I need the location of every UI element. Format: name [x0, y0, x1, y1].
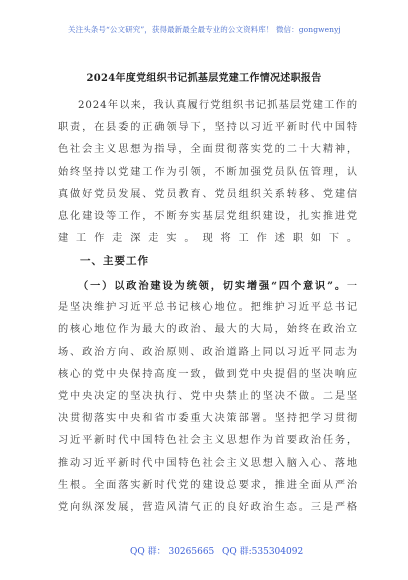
intro-line: 真做好党员发展、党员教育、党员组织关系转移、党建信	[58, 188, 358, 200]
intro-line: 色社会主义思想为指导，全面贯彻落实党的二十大精神，	[58, 144, 358, 156]
body-line: 生根。全面落实新时代党的建设总要求，推进全面从严治	[58, 479, 358, 491]
intro-paragraph	[58, 95, 358, 250]
intro-line: 职责，在县委的正确领导下，坚持以习近平新时代中国特	[58, 122, 358, 134]
document-title: 2024年度党组织书记抓基层党建工作情况述职报告	[86, 73, 322, 84]
intro-line: 始终坚持以党建工作为引领，不断加强党员队伍管理，认	[58, 166, 358, 178]
body-line: 是坚决维护习近平总书记核心地位。把维护习近平总书记	[58, 302, 358, 314]
body-line: 决贯彻落实中央和省市委重大决策部署。坚持把学习贯彻	[58, 413, 358, 425]
body-line: 党中央决定的坚决执行、党中央禁止的坚决不做。二是坚	[58, 390, 358, 402]
section-paragraph	[58, 275, 358, 519]
body-line: 推动习近平新时代中国特色社会主义思想入脑入心、落地	[58, 457, 358, 469]
promo-banner: 关注头条号“公文研究”，获得最新最全最专业的公文资料库！ 微信：gongwenyj	[68, 25, 341, 34]
subsection-heading: （一）以政治建设为统领，切实增强“四个意识”。	[78, 280, 347, 292]
qq-group-1: QQ 群： 30265665	[130, 547, 215, 557]
section-heading: 一、主要工作	[80, 255, 149, 267]
intro-line: 2024年以来，我认真履行党组织书记抓基层党建工作的	[78, 100, 358, 111]
body-line: 党向纵深发展，营造风清气正的良好政治生态。三是严格	[58, 501, 358, 513]
body-line: 的核心地位作为最大的政治、最大的大局，始终在政治立	[58, 324, 358, 336]
body-line: 核心的党中央保持高度一致，做到党中央提倡的坚决响应	[58, 368, 358, 380]
body-line: 场、政治方向、政治原则、政治道路上同以习近平同志为	[58, 346, 358, 358]
intro-line: 息化建设等工作，不断夯实基层党组织建设，扎实推进党	[58, 210, 358, 222]
body-text: 一	[346, 281, 358, 292]
intro-line: 建工作走深走实。现将工作述职如下。	[58, 233, 358, 245]
qq-group-2: QQ 群:535304092	[222, 547, 304, 557]
body-line: 习近平新时代中国特色社会主义思想作为首要政治任务，	[58, 435, 358, 447]
subsection-line	[58, 275, 358, 297]
